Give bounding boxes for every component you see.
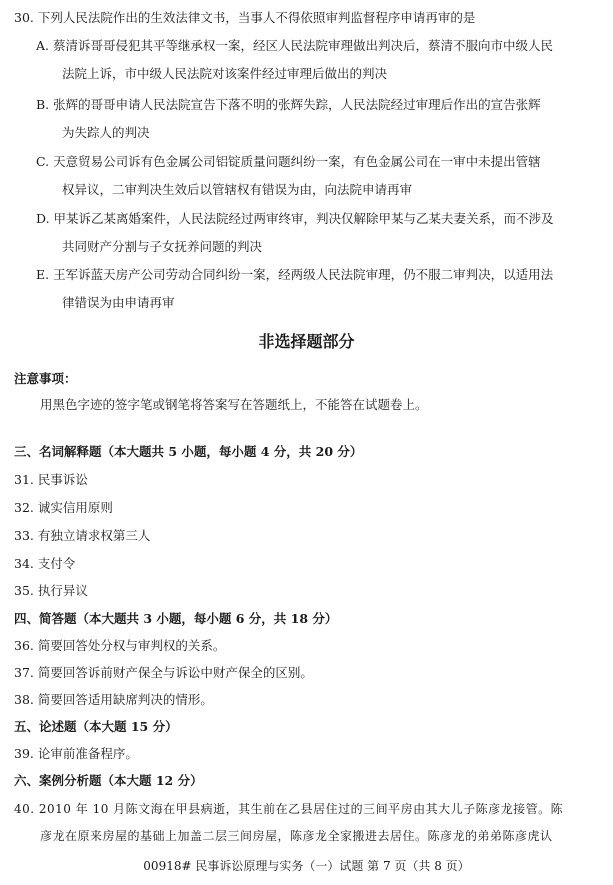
question-37: 37. 简要回答诉前财产保全与诉讼中财产保全的区别。 xyxy=(14,665,313,680)
part5-heading: 五、论述题（本大题 15 分） xyxy=(14,719,178,734)
notice-text: 用黑色字迹的签字笔或钢笔将答案写在答题纸上，不能答在试题卷上。 xyxy=(40,397,428,412)
notice-label: 注意事项： xyxy=(14,371,77,386)
question-31: 31. 民事诉讼 xyxy=(14,472,88,487)
q30-option-b-line2: 为失踪人的判决 xyxy=(62,125,150,140)
q30-option-d-line1: D. 甲某诉乙某离婚案件，人民法院经过两审终审，判决仅解除甲某与乙某夫妻关系，而不涉及 xyxy=(36,211,554,226)
q30-option-c-line2: 权异议，二审判决生效后以管辖权有错误为由，向法院申请再审 xyxy=(62,182,413,197)
q30-option-a-line2: 法院上诉，市中级人民法院对该案件经过审理后做出的判决 xyxy=(62,66,388,81)
question-32: 32. 诚实信用原则 xyxy=(14,500,113,515)
q30-option-c-line1: C. 天意贸易公司诉有色金属公司铝锭质量问题纠纷一案，有色金属公司在一审中未提出管辖 xyxy=(36,154,541,169)
part3-heading: 三、名词解释题（本大题共 5 小题，每小题 4 分，共 20 分） xyxy=(14,444,363,459)
question-40-line2: 彦龙在原来房屋的基础上加盖二层三间房屋，陈彦龙全家搬进去居住。陈彦龙的弟弟陈彦虎认 xyxy=(40,829,553,843)
question-38: 38. 简要回答适用缺席判决的情形。 xyxy=(14,692,213,707)
question-30-stem: 30. 下列人民法院作出的生效法律文书，当事人不得依照审判监督程序申请再审的是 xyxy=(14,10,476,25)
q30-option-e-line1: E. 王军诉蓝天房产公司劳动合同纠纷一案，经两级人民法院审理，仍不服二审判决，以适用法 xyxy=(36,267,554,282)
part6-heading: 六、案例分析题（本大题 12 分） xyxy=(14,773,203,788)
question-33: 33. 有独立请求权第三人 xyxy=(14,528,151,543)
section-title: 非选择题部分 xyxy=(258,332,355,351)
page-footer: 00918# 民事诉讼原理与实务（一）试题 第 7 页（共 8 页） xyxy=(143,859,470,873)
question-36: 36. 简要回答处分权与审判权的关系。 xyxy=(14,638,226,653)
q30-option-a-line1: A. 蔡清诉哥哥侵犯其平等继承权一案，经区人民法院审理做出判决后，蔡清不服向市中级人民 xyxy=(36,38,553,53)
question-39: 39. 论审前准备程序。 xyxy=(14,746,138,761)
part4-heading: 四、简答题（本大题共 3 小题，每小题 6 分，共 18 分） xyxy=(14,611,338,626)
q30-option-e-line2: 律错误为由申请再审 xyxy=(62,295,175,310)
q30-option-b-line1: B. 张辉的哥哥申请人民法院宣告下落不明的张辉失踪，人民法院经过审理后作出的宣告张辉 xyxy=(36,97,541,112)
question-40-line1: 40. 2010 年 10 月陈文海在甲县病逝，其生前在乙县居住过的三间平房由其大儿子陈彦龙接管。陈 xyxy=(14,802,564,816)
question-35: 35. 执行异议 xyxy=(14,583,88,598)
q30-option-d-line2: 共同财产分割与子女抚养问题的判决 xyxy=(62,239,263,254)
question-34: 34. 支付令 xyxy=(14,556,76,571)
